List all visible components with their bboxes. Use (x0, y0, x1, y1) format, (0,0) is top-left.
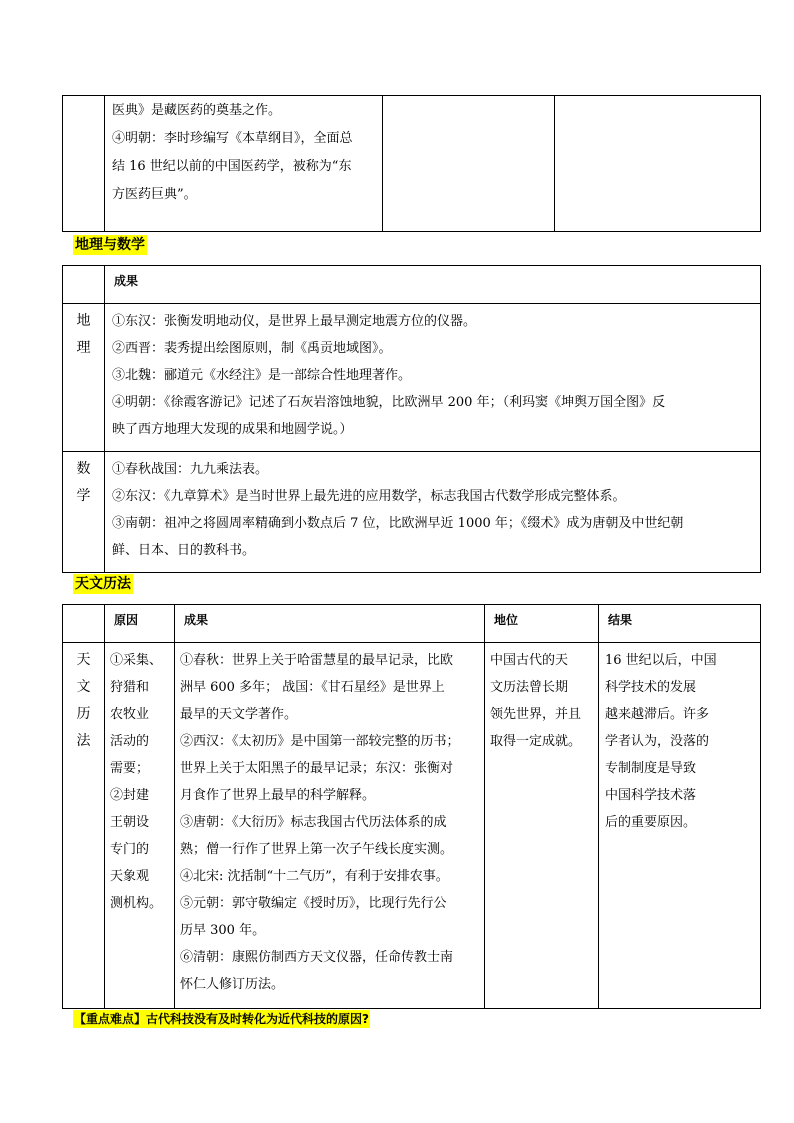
medicine-line: ④明朝：李时珍编写《本草纲目》，全面总 (112, 131, 353, 146)
reason-line: 测机构。 (110, 896, 163, 911)
astronomy-table (62, 604, 761, 1009)
medicine-table-continuation (62, 95, 761, 232)
reason-line: 需要； (110, 761, 150, 776)
astronomy-label-char: 历 (76, 706, 91, 722)
math-content-cell (105, 452, 761, 573)
reason-header-cell (105, 605, 175, 643)
math-line: ②东汉：《九章算术》是当时世界上最先进的应用数学，标志我国古代数学形成完整体系。 (112, 489, 626, 504)
key-difficulty-note: 【重点难点】古代科技没有及时转化为近代科技的原因? (74, 1012, 369, 1026)
astronomy-achievement-line: ①春秋：世界上关于哈雷慧星的最早记录，比欧 (180, 653, 454, 668)
astronomy-achievement-line: 熟；僧一行作了世界上第一次子午线长度实测。 (180, 842, 454, 857)
result-line: 中国科学技术落 (605, 788, 697, 803)
math-label-char: 数 (76, 461, 91, 477)
reason-line: ②封建 (110, 788, 150, 803)
status-cell (485, 643, 599, 1009)
geography-line: ②西晋：裴秀提出绘图原则，制《禹贡地域图》。 (112, 341, 392, 356)
astronomy-achievement-line: ⑥清朝：康熙仿制西方天文仪器，任命传教士南 (180, 950, 454, 965)
reason-line: 专门的 (110, 842, 150, 857)
math-line: ①春秋战国：九九乘法表。 (112, 462, 269, 477)
astronomy-label-char: 文 (76, 679, 91, 695)
geo-math-header (105, 266, 761, 304)
result-line: 越来越滞后。许多 (605, 707, 710, 722)
reason-line: ①采集、 (110, 653, 163, 668)
geo-math-table (62, 265, 761, 573)
result-header: 结果 (608, 613, 633, 627)
astronomy-achievement-line: 世界上关于太阳黑子的最早记录；东汉：张衡对 (180, 761, 454, 776)
astronomy-achievement-line: ⑤元朝：郭守敬编定《授时历》，比现行先行公 (180, 896, 447, 911)
astronomy-achievement-line: 历早 300 年。 (180, 923, 266, 938)
medicine-line: 结 16 世纪以前的中国医药学，被称为“东 (112, 159, 352, 174)
astronomy-achievement-cell (175, 643, 485, 1009)
reason-line: 农牧业 (110, 707, 150, 722)
status-line: 取得一定成就。 (490, 734, 582, 749)
astronomy-label-char: 天 (76, 652, 91, 668)
result-line: 后的重要原因。 (605, 815, 697, 830)
reason-header: 原因 (114, 613, 139, 627)
math-line: ③南朝：祖冲之将圆周率精确到小数点后 7 位，比欧洲早近 1000 年；《缀术》成为唐朝及中世纪朝 (112, 516, 684, 531)
achievement-header: 成果 (114, 274, 139, 288)
math-label-char: 学 (76, 488, 91, 504)
astronomy-achievement-line: ③唐朝：《大衍历》标志我国古代历法体系的成 (180, 815, 447, 830)
result-cell (599, 643, 761, 1009)
result-line: 专制制度是导致 (605, 761, 697, 776)
result-header-cell (599, 605, 761, 643)
geography-content-cell (105, 304, 761, 452)
astronomy-achievement-line: 洲早 600 多年； 战国：《甘石星经》是世界上 (180, 680, 445, 695)
geo-math-section-title: 地理与数学 (75, 237, 145, 253)
astronomy-achievement-line: 怀仁人修订历法。 (180, 977, 285, 992)
reason-cell (105, 643, 175, 1009)
astronomy-section-title: 天文历法 (75, 576, 131, 592)
reason-line: 活动的 (110, 734, 150, 749)
status-header-cell (485, 605, 599, 643)
math-label-cell (63, 452, 105, 573)
astronomy-achievement-line: 月食作了世界上最早的科学解释。 (180, 788, 376, 803)
result-line: 科学技术的发展 (605, 680, 697, 695)
achievement-header-cell (175, 605, 485, 643)
blank-result-cell (555, 96, 761, 232)
status-header: 地位 (494, 613, 519, 627)
astronomy-label-cell (63, 643, 105, 1009)
geography-label-cell (63, 304, 105, 452)
result-line: 学者认为，没落的 (605, 734, 710, 749)
geography-line: 映了西方地理大发现的成果和地圆学说。） (112, 422, 353, 437)
reason-line: 王朝设 (110, 815, 150, 830)
medicine-achievement-cell (105, 96, 383, 232)
medicine-line: 医典》是藏医药的奠基之作。 (112, 103, 282, 118)
math-line: 鲜、日本、日的教科书。 (112, 543, 256, 558)
astronomy-label-char: 法 (76, 733, 91, 749)
status-line: 中国古代的天 (490, 653, 569, 668)
geography-label-char: 理 (76, 340, 91, 356)
result-line: 16 世纪以后，中国 (605, 653, 717, 668)
geography-line: ③北魏：郦道元《水经注》是一部综合性地理著作。 (112, 368, 412, 383)
achievement-header: 成果 (184, 613, 209, 627)
blank-header-cell (63, 605, 105, 643)
astronomy-achievement-line: 最早的天文学著作。 (180, 707, 298, 722)
status-line: 领先世界，并且 (490, 707, 582, 722)
geography-label-char: 地 (76, 313, 91, 329)
blank-header-cell (63, 266, 105, 304)
astronomy-achievement-line: ②西汉：《太初历》是中国第一部较完整的历书； (180, 734, 460, 749)
reason-line: 狩猎和 (110, 680, 150, 695)
blank-label-cell (63, 96, 105, 232)
blank-status-cell (383, 96, 555, 232)
geography-line: ④明朝：《徐霞客游记》记述了石灰岩溶蚀地貌，比欧洲早 200 年；（利玛窦《坤舆万国全图》反 (112, 395, 666, 410)
astronomy-achievement-line: ④北宋: 沈括制“十二气历”，有利于安排农事。 (180, 869, 449, 884)
status-line: 文历法曾长期 (490, 680, 569, 695)
reason-line: 天象观 (110, 869, 150, 884)
geography-line: ①东汉：张衡发明地动仪，是世界上最早测定地震方位的仪器。 (112, 314, 477, 329)
medicine-line: 方医药巨典”。 (112, 187, 197, 202)
